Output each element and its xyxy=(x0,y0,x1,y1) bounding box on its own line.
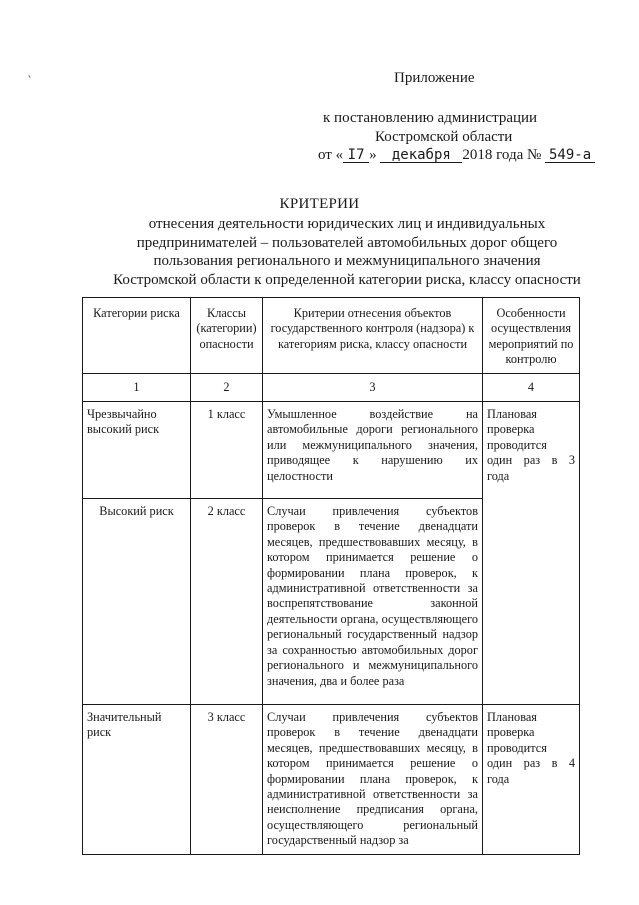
risk-category-cell: Высокий риск xyxy=(83,499,191,705)
criteria-cell: Умышленное воздействие на автомобильные дороги регионального или межмуниципального значения, приводящее к нарушению их целостности xyxy=(263,402,483,499)
document-subtitle: отнесения деятельности юридических лиц и индивидуальных предпринимателей – пользователей автомобильных дорог общего пользования регионального и межмуниципального значения Костромской области к определенной категории риска, классу опасности xyxy=(113,216,581,288)
criteria-cell: Случаи привлечения субъектов проверок в течение двенадцати месяцев, предшествовавших месяцу, в котором принимается решение о формировании плана проверок, к административной ответственности за неисполнение предписания органа, осуществляющего региональный государственный надзор за xyxy=(263,705,483,855)
table-row xyxy=(83,402,580,499)
header-criteria: Критерии отнесения объектов государственного контроля (надзора) к категориям риска, классу опасности xyxy=(263,298,483,374)
features-cell: Плановая проверка проводится один раз в 4 года xyxy=(483,705,580,855)
column-number: 3 xyxy=(263,373,483,401)
header-features: Особенности осуществления мероприятий по контролю xyxy=(483,298,580,374)
column-number: 1 xyxy=(83,373,191,401)
date-day-handwritten: I7 xyxy=(343,148,369,163)
features-cell xyxy=(483,499,580,705)
date-prefix: от « xyxy=(318,147,344,163)
criteria-table xyxy=(82,297,580,855)
hazard-class-cell: 1 класс xyxy=(191,402,263,499)
hazard-class-cell: 2 класс xyxy=(191,499,263,705)
column-number: 2 xyxy=(191,373,263,401)
criteria-cell: Случаи привлечения субъектов проверок в течение двенадцати месяцев, предшествовавших месяцу, в котором принимается решение о формировании плана проверок, к административной ответственности за воспрепятствование законной деятельности органа, осуществляющего региональный государственный надзор за сохранностью автомобильных дорог регионального и межмуниципального значения, два и более раза xyxy=(263,499,483,705)
date-year: 2018 года № xyxy=(462,147,542,163)
risk-category-cell: Чрезвычайно высокий риск xyxy=(83,402,191,499)
table-number-row xyxy=(83,373,580,401)
decree-number-handwritten: 549-а xyxy=(545,148,595,163)
date-month-handwritten: декабря xyxy=(380,148,462,163)
risk-category-cell: Значительный риск xyxy=(83,705,191,855)
table-row xyxy=(83,705,580,855)
column-number: 4 xyxy=(483,373,580,401)
date-mid: » xyxy=(369,147,377,163)
decree-reference-line1: к постановлению администрации xyxy=(323,110,538,126)
scan-speck xyxy=(28,75,30,78)
document-title: КРИТЕРИИ xyxy=(279,196,360,212)
decree-reference-line2: Костромской области xyxy=(375,129,513,145)
header-hazard-class: Классы (категории) опасности xyxy=(191,298,263,374)
decree-date-line xyxy=(318,147,595,164)
table-row xyxy=(83,499,580,705)
table-header-row xyxy=(83,298,580,374)
appendix-label: Приложение xyxy=(394,70,475,86)
features-cell: Плановая проверка проводится один раз в 3 года xyxy=(483,402,580,499)
hazard-class-cell: 3 класс xyxy=(191,705,263,855)
header-risk-category: Категории риска xyxy=(83,298,191,374)
